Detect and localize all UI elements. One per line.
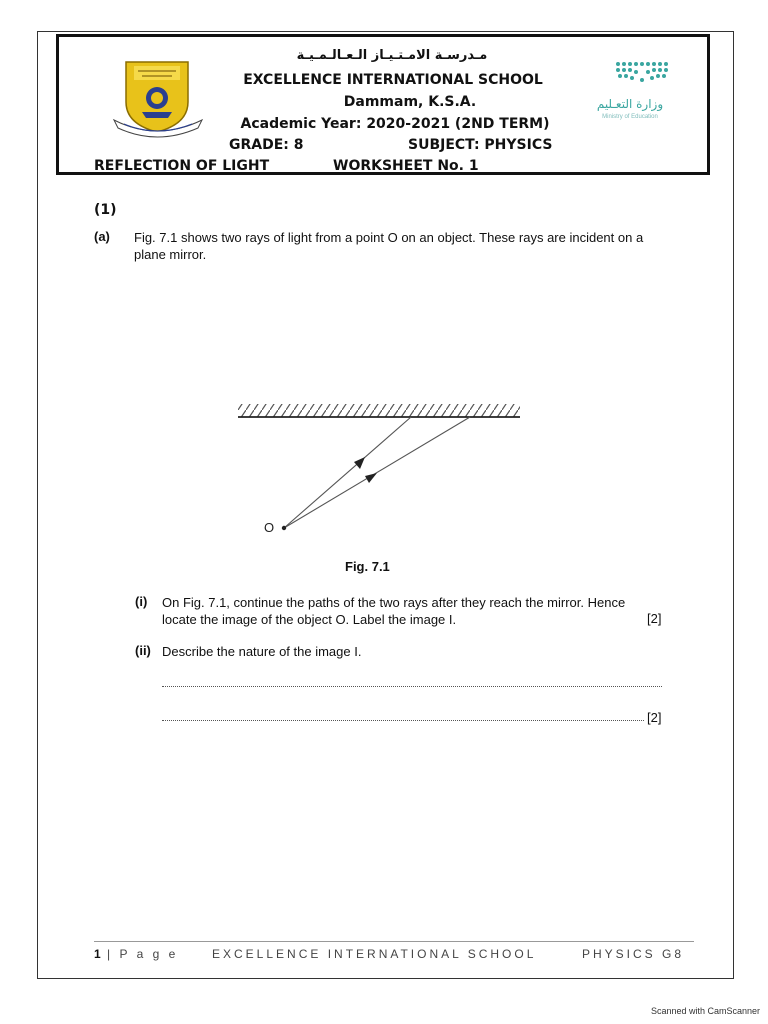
arabic-school-name: مـدرسـة الامـتـيـاز الـعـالـمـيـة	[296, 48, 488, 63]
ray-2-arrowhead	[365, 473, 377, 483]
incident-ray-1	[284, 417, 411, 528]
school-name: EXCELLENCE INTERNATIONAL SCHOOL	[243, 72, 543, 88]
figure-caption: Fig. 7.1	[345, 559, 390, 574]
sub-question-ii-label: (ii)	[135, 643, 151, 658]
worksheet-number: WORKSHEET No. 1	[333, 158, 479, 174]
school-crest-logo	[112, 58, 204, 138]
ray-1-arrowhead	[354, 457, 365, 469]
academic-year: Academic Year: 2020-2021 (2ND TERM)	[240, 116, 550, 132]
ministry-logo-text: وزارة التعـليم	[596, 97, 664, 111]
footer-school-name: EXCELLENCE INTERNATIONAL SCHOOL	[212, 947, 537, 961]
subject-label: SUBJECT: PHYSICS	[408, 137, 553, 153]
question-number: (1)	[94, 202, 117, 218]
footer-course: PHYSICS G8	[582, 947, 685, 961]
object-point-o	[282, 526, 286, 530]
incident-ray-2	[284, 417, 470, 528]
answer-line-2[interactable]	[162, 720, 644, 721]
title-underline	[94, 174, 479, 175]
school-city: Dammam, K.S.A.	[343, 94, 477, 110]
sub-question-ii-marks: [2]	[647, 710, 662, 725]
page-word: | P a g e	[107, 947, 179, 961]
grade-label: GRADE: 8	[229, 137, 304, 153]
topic-title: REFLECTION OF LIGHT	[94, 158, 270, 174]
sub-question-ii-text: Describe the nature of the image I.	[162, 644, 362, 659]
part-a-text: Fig. 7.1 shows two rays of light from a point O on an object. These rays are incident on a plane mirror.	[134, 230, 644, 262]
object-point-label: O	[264, 520, 275, 535]
mirror-ray-diagram	[230, 398, 530, 538]
footer-page-number	[94, 947, 178, 961]
part-a-label: (a)	[94, 229, 110, 244]
mirror-hatching	[238, 404, 520, 417]
scanner-watermark: Scanned with CamScanner	[651, 1006, 761, 1016]
sub-question-i-label: (i)	[135, 594, 148, 609]
sub-question-i-marks: [2]	[647, 611, 662, 626]
page-number: 1	[94, 947, 101, 961]
sub-question-i-text: On Fig. 7.1, continue the paths of the two rays after they reach the mirror. Hence locate the image of the object O. Label the image I.	[162, 595, 626, 627]
ministry-logo-subtext: Ministry of Education	[602, 114, 658, 120]
footer-rule	[94, 941, 694, 942]
answer-line-1[interactable]	[162, 686, 662, 687]
